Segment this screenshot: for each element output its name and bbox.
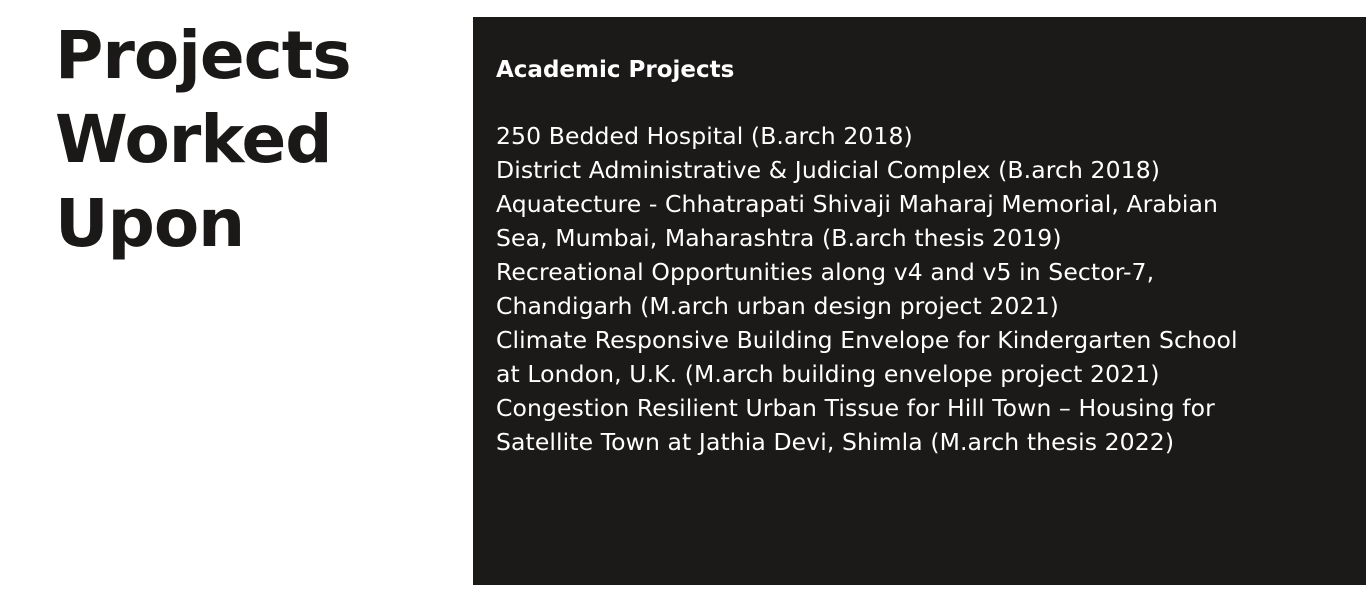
project-line: Aquatecture - Chhatrapati Shivaji Maharaj Memorial, Arabian [496,190,1219,218]
project-item [496,255,1238,323]
project-line: District Administrative & Judicial Complex (B.arch 2018) [496,156,1161,184]
page-title-line-1: Projects [55,17,351,94]
project-item [496,119,1238,153]
project-list [496,119,1238,459]
page-title-line-3: Upon [55,185,245,262]
project-item [496,391,1238,459]
section-heading: Academic Projects [496,57,735,83]
project-line: Chandigarh (M.arch urban design project 2021) [496,292,1059,320]
project-line: at London, U.K. (M.arch building envelope project 2021) [496,360,1160,388]
project-line: Satellite Town at Jathia Devi, Shimla (M.arch thesis 2022) [496,428,1175,456]
page-title [55,14,351,266]
project-line: 250 Bedded Hospital (B.arch 2018) [496,122,913,150]
page-title-line-2: Worked [55,101,332,178]
project-line: Recreational Opportunities along v4 and v5 in Sector-7, [496,258,1155,286]
project-line: Climate Responsive Building Envelope for Kindergarten School [496,326,1238,354]
project-item [496,153,1238,187]
project-item [496,187,1238,255]
project-item [496,323,1238,391]
academic-projects-panel [473,17,1366,585]
project-line: Congestion Resilient Urban Tissue for Hill Town – Housing for [496,394,1215,422]
project-line: Sea, Mumbai, Maharashtra (B.arch thesis 2019) [496,224,1062,252]
